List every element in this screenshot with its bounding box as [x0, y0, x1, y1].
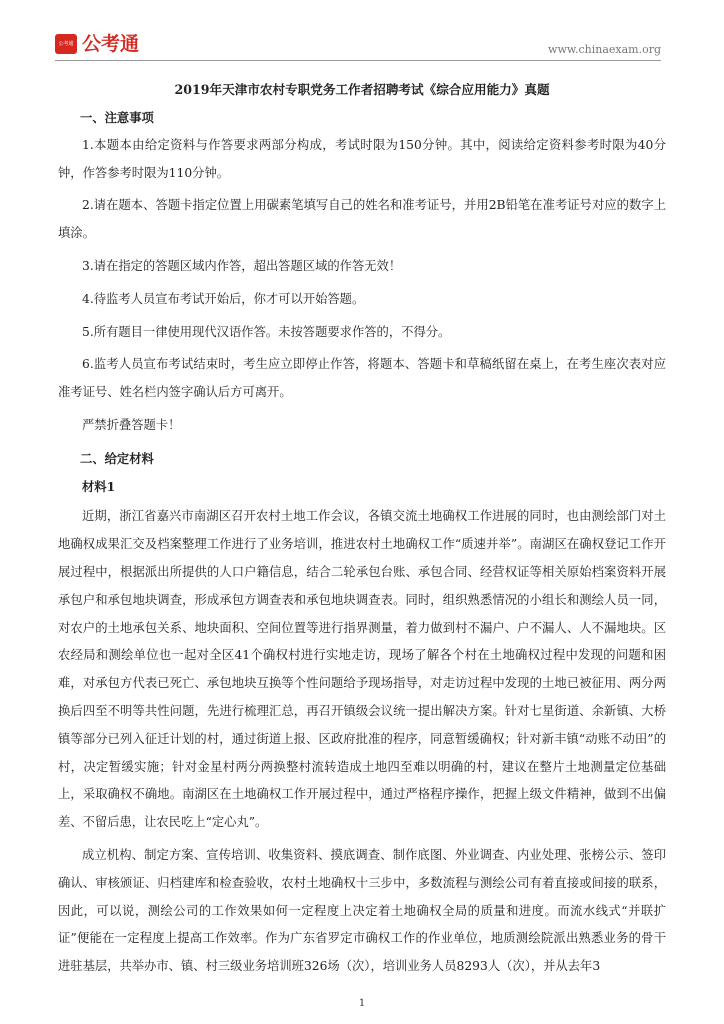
header-divider [55, 60, 661, 61]
document-body [58, 76, 666, 981]
site-url: www.chinaexam.org [548, 43, 661, 56]
section-heading-materials: 二、给定材料 [80, 450, 154, 466]
notice-item-2: 2.请在题本、答题卡指定位置上用碳素笔填写自己的姓名和准考证号，并用2B铅笔在准考证号对应的数字上填涂。 [58, 198, 666, 241]
page-number: 1 [358, 998, 366, 1009]
notice-item-1: 1.本题本由给定资料与作答要求两部分构成，考试时限为150分钟。其中，阅读给定资料参考时限为40分钟，作答参考时限为110分钟。 [58, 137, 666, 180]
page-header [55, 32, 661, 58]
material-label: 材料1 [82, 478, 116, 494]
notice-item-6: 6.监考人员宣布考试结束时，考生应立即停止作答，将题本、答题卡和草稿纸留在桌上，在考生座次表对应准考证号、姓名栏内签字确认后方可离开。 [58, 357, 666, 400]
section-heading-notes: 一、注意事项 [80, 110, 154, 125]
notice-warning: 严禁折叠答题卡！ [82, 417, 181, 432]
document-title: 2019年天津市农村专职党务工作者招聘考试《综合应用能力》真题 [174, 82, 550, 97]
notice-item-3: 3.请在指定的答题区域内作答，超出答题区域的作答无效！ [82, 258, 402, 273]
notice-item-4: 4.待监考人员宣布考试开始后，你才可以开始答题。 [82, 291, 365, 306]
brand-logo-text: 公考通 [82, 33, 140, 55]
notice-item-5: 5.所有题目一律使用现代汉语作答。未按答题要求作答的，不得分。 [82, 324, 451, 339]
material-paragraph: 近期，浙江省嘉兴市南湖区召开农村土地工作会议，各镇交流土地确权工作进展的同时，也由测绘部门对土地确权成果汇交及档案整理工作进行了业务培训，推进农村土地确权工作“质速并举”。南湖区在确权登记工作开展过程中，根据派出所提供的人口户籍信息，结合二轮承包台账、承包合同、经营权证等相关原始档案资料开展承包户和承包地块调查，形成承包方调查表和承包地块调查表。同时，组织熟悉情况的小组长和测绘人员一同，对农户的土地承包关系、地块面积、空间位置等进行指界测量，着力做到村不漏户、户不漏人、人不漏地块。区农经局和测绘单位也一起对全区41个确权村进行实地走访，现场了解各个村在土地确权过程中发现的问题和困难，对承包方代表已死亡、承包地块互换等个性问题给予现场指导，对走访过程中发现的土地已被征用、两分两换后四至不明等共性问题，先进行梳理汇总，再召开镇级会议统一提出解决方案。针对七星街道、余新镇、大桥镇等部分已列入征迁计划的村，通过街道上报、区政府批准的程序，同意暂缓确权；针对新丰镇“动账不动田”的村，决定暂缓实施；针对金星村两分两换整村流转造成土地四至难以明确的村，建议在整片土地测量定位基础上，采取确权不确地。南湖区在土地确权工作开展过程中，通过严格程序操作，把握上级文件精神，做到不出偏差、不留后患，让农民吃上“定心丸”。 [58, 509, 666, 830]
material-paragraph: 成立机构、制定方案、宣传培训、收集资料、摸底调查、制作底图、外业调查、内业处理、张榜公示、签印确认、审核颁证、归档建库和检查验收，农村土地确权十三步中，多数流程与测绘公司有着直接或间接的联系，因此，可以说，测绘公司的工作效果如何一定程度上决定着土地确权全局的质量和进度。而流水线式“并联扩证”便能在一定程度上提高工作效率。作为广东省罗定市确权工作的作业单位，地质测绘院派出熟悉业务的骨干进驻基层，共举办市、镇、村三级业务培训班326场（次），培训业务人员8293人（次），并从去年3 [58, 847, 666, 974]
brand-logo-mark-text: 公考通 [58, 41, 74, 47]
brand-logo-mark [55, 34, 77, 54]
